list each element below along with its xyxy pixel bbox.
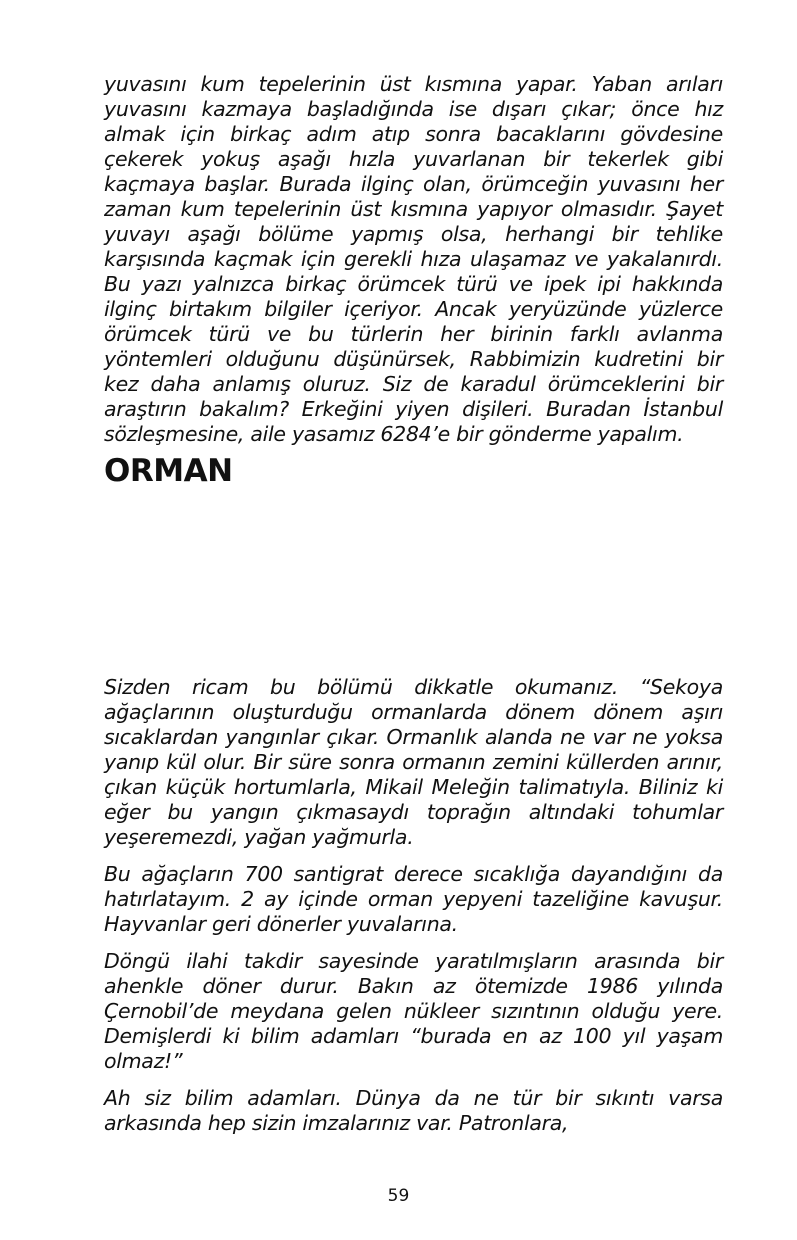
paragraph: Sizden ricam bu bölümü dikkatle okumanız. “Sekoya ağaçlarının oluşturduğu ormanlarda dönem dönem aşırı sıcaklardan yangınlar çıkar. Ormanlık alanda ne var ne yoksa yanıp kül olur. Bir süre sonra ormanın zemini küllerden arınır, çıkan küçük hortumlarla, Mikail Meleğin talimatıyla. Biliniz ki eğer bu yangın çıkmasaydı toprağın altındaki tohumlar yeşeremezdi, yağan yağmurla. <box>104 675 723 849</box>
section-title: ORMAN <box>104 453 233 489</box>
paragraph: Ah siz bilim adamları. Dünya da ne tür bir sıkıntı varsa arkasında hep sizin imzalarınız var. Patronlara, <box>104 1086 723 1135</box>
paragraph: Bu ağaçların 700 santigrat derece sıcaklığa dayandığını da hatırlatayım. 2 ay içinde orman yepyeni tazeliğine kavuşur. Hayvanlar geri dönerler yuvalarına. <box>104 862 723 936</box>
page-content <box>104 72 723 1136</box>
paragraph: Döngü ilahi takdir sayesinde yaratılmışların arasında bir ahenkle döner durur. Bakın az ötemizde 1986 yılında Çernobil’de meydana gelen nükleer sızıntının olduğu yere. Demişlerdi ki bilim adamları “burada en az 100 yıl yaşam olmaz!” <box>104 949 723 1073</box>
blank-space <box>104 489 723 675</box>
page-number: 59 <box>387 1186 410 1206</box>
intro-paragraph: yuvasını kum tepelerinin üst kısmına yapar. Yaban arıları yuvasını kazmaya başladığında ise dışarı çıkar; önce hız almak için birkaç adım atıp sonra bacaklarını gövdesine çekerek yokuş aşağı hızla yuvarlanan bir tekerlek gibi kaçmaya başlar. Burada ilginç olan, örümceğin yuvasını her zaman kum tepelerinin üst kısmına yapıyor olmasıdır. Şayet yuvayı aşağı bölüme yapmış olsa, herhangi bir tehlike karşısında kaçmak için gerekli hıza ulaşamaz ve yakalanırdı. Bu yazı yalnızca birkaç örümcek türü ve ipek ipi hakkında ilginç birtakım bilgiler içeriyor. Ancak yeryüzünde yüzlerce örümcek türü ve bu türlerin her birinin farklı avlanma yöntemleri olduğunu düşünürsek, Rabbimizin kudretini bir kez daha anlamış oluruz. Siz de karadul örümceklerini bir araştırın bakalım? Erkeğini yiyen dişileri. Buradan İstanbul sözleşmesine, aile yasamız 6284’e bir gönderme yapalım. <box>104 72 723 446</box>
